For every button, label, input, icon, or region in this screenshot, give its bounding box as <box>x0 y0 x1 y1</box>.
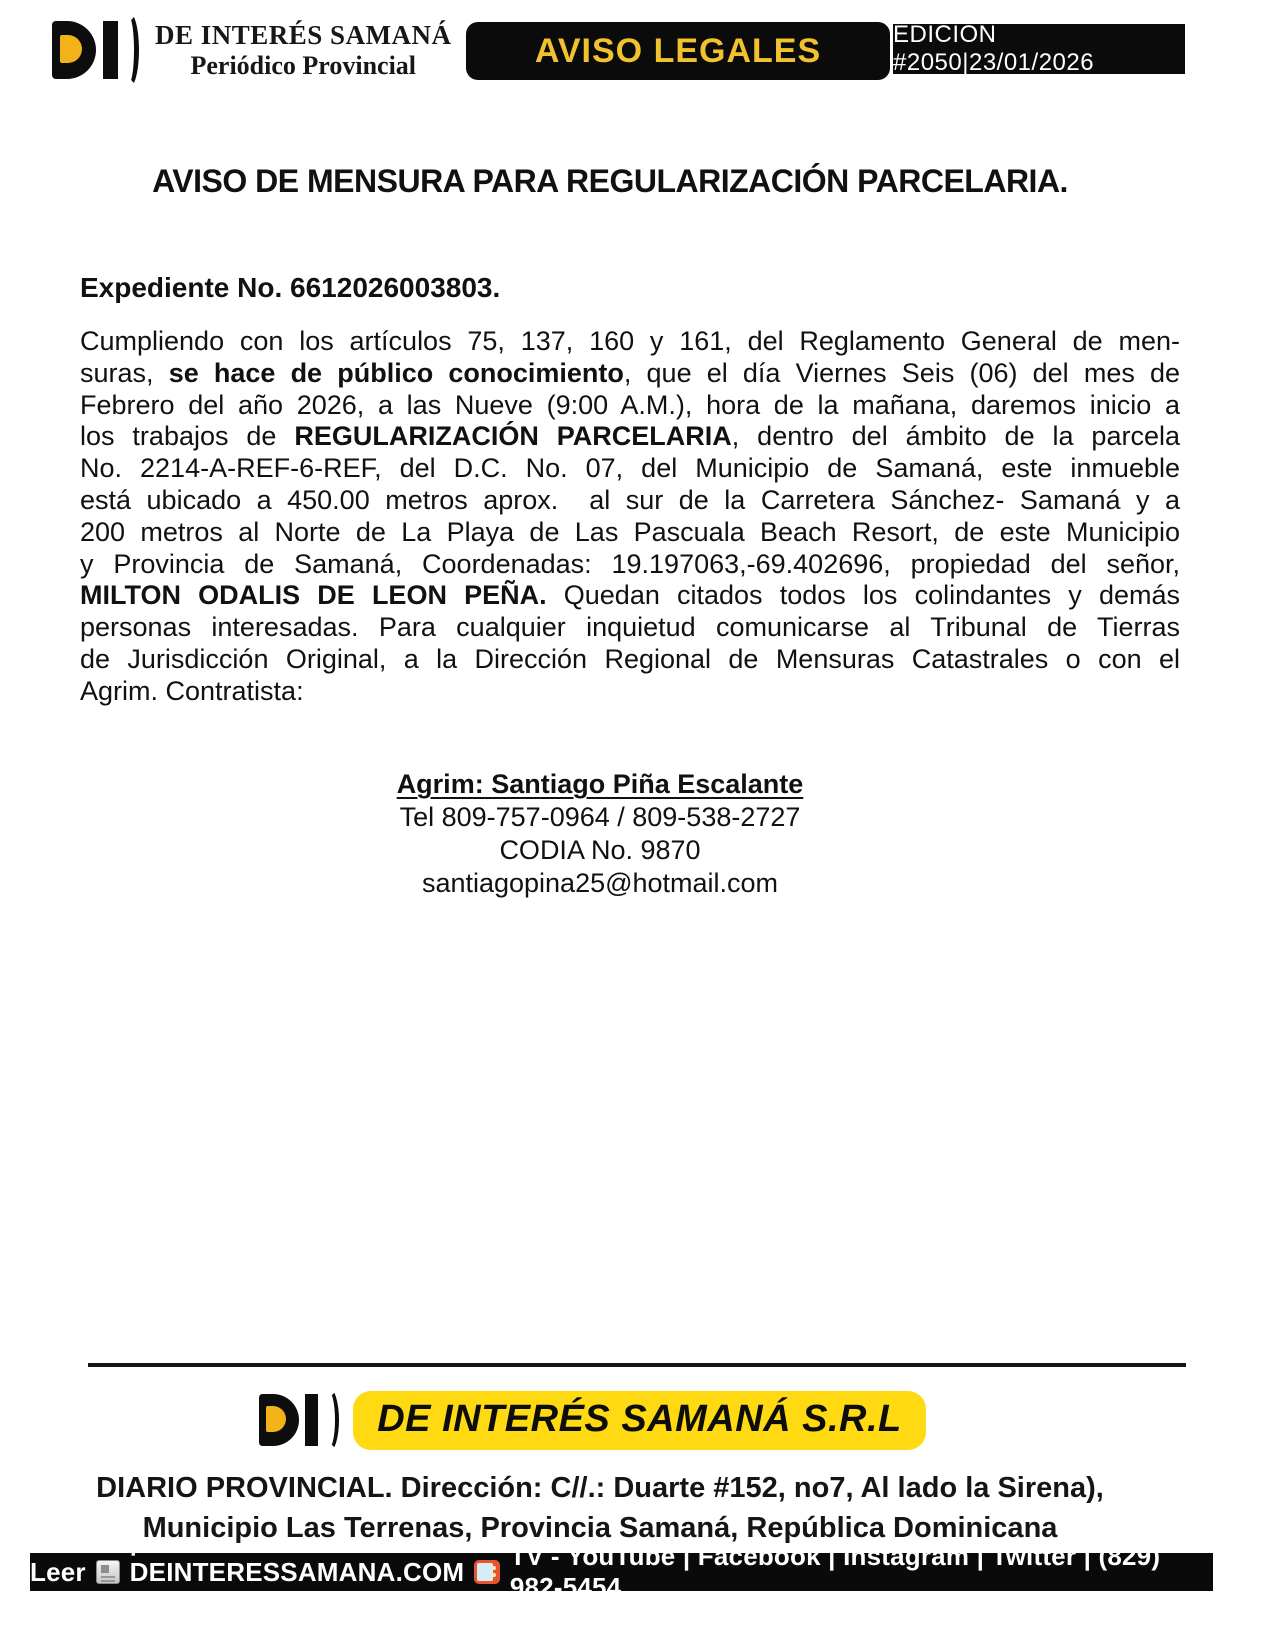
body-text-segment: Quedan citados todos los colindantes y demás <box>546 580 1180 611</box>
body-text-segment: , que el día Viernes Seis (06) del mes de <box>623 357 1181 388</box>
notice-body-line <box>80 485 1180 517</box>
masthead-brand <box>52 12 452 88</box>
logo-letter-i <box>305 1394 318 1446</box>
logo-letter-d <box>52 21 96 79</box>
body-bold-segment: se hace de público conocimiento <box>168 357 624 388</box>
website-segment: | DEINTERESSAMANA.COM | <box>129 1525 465 1618</box>
newspaper-tagline: Periódico Provincial <box>190 51 417 81</box>
newspaper-icon <box>96 1560 120 1584</box>
logo-paren-arc <box>319 1388 339 1452</box>
section-badge-label: AVISO LEGALES <box>534 31 822 70</box>
body-text-segment: , dentro del ámbito de la parcela <box>731 421 1180 452</box>
address-line-2: Municipio Las Terrenas, Provincia Samaná, República Dominicana <box>142 1512 1058 1544</box>
surveyor-email: santiagopina25@hotmail.com <box>421 868 779 898</box>
notice-body <box>80 326 1180 708</box>
notice-body-line <box>80 517 1180 549</box>
surveyor-codia: CODIA No. 9870 <box>499 835 701 865</box>
notice-body-line <box>80 580 1180 612</box>
read-label: Leer <box>30 1556 86 1587</box>
body-text-segment: 200 metros al Norte de La Playa de Las Pascuala Beach Resort, de este Municipio <box>80 516 1180 547</box>
body-text-segment: Agrim. Contratista: <box>80 675 304 706</box>
di-logo-footer <box>259 1388 339 1452</box>
footer-divider <box>88 1363 1186 1367</box>
body-text-segment: suras, <box>80 357 169 388</box>
logo-paren-arc <box>119 12 139 88</box>
notice-body-line <box>80 612 1180 644</box>
tv-icon <box>474 1560 500 1584</box>
footer-brand <box>0 1388 1185 1452</box>
notice-body-line <box>80 326 1180 358</box>
body-text-segment: personas interesadas. Para cualquier inquietud comunicarse al Tribunal de Tierras <box>80 612 1180 643</box>
body-text-segment: Cumpliendo con los artículos 75, 137, 160 y 161, del Reglamento General de men- <box>80 326 1180 356</box>
body-text-segment: y Provincia de Samaná, Coordenadas: 19.197063,-69.402696, propiedad del señor, <box>80 548 1180 579</box>
address-line-1: DIARIO PROVINCIAL. Dirección: C//.: Duarte #152, no7, Al lado la Sirena), <box>96 1472 1104 1504</box>
body-text-segment: No. 2214-A-REF-6-REF, del D.C. No. 07, del Municipio de Samaná, este inmueble <box>80 453 1180 484</box>
expediente-number: Expediente No. 6612026003803. <box>80 272 501 303</box>
body-text-segment: está ubicado a 450.00 metros aprox. al sur de la Carretera Sánchez- Samaná y a <box>80 484 1180 515</box>
body-text-segment: Febrero del año 2026, a las Nueve (9:00 A.M.), hora de la mañana, daremos inicio a <box>80 389 1180 420</box>
edition-badge-label: EDICION #2050|23/01/2026 <box>893 21 1095 76</box>
logo-letter-i <box>103 21 118 79</box>
body-text-segment: de Jurisdicción Original, a la Dirección Regional de Mensuras Catastrales o con el <box>80 643 1180 674</box>
newspaper-name: DE INTERÉS SAMANÁ <box>155 19 452 50</box>
notice-body-line <box>80 390 1180 422</box>
notice-body-line <box>80 358 1180 390</box>
notice-body-line <box>80 549 1180 581</box>
notice-body-line <box>80 453 1180 485</box>
notice-body-line <box>80 676 1180 708</box>
section-badge <box>466 22 890 80</box>
notice-title: AVISO DE MENSURA PARA REGULARIZACIÓN PARCELARIA. <box>152 163 1068 199</box>
surveyor-phones: Tel 809-757-0964 / 809-538-2727 <box>399 802 801 832</box>
notice-body-line <box>80 421 1180 453</box>
edition-badge <box>893 21 1185 76</box>
masthead-text <box>155 21 452 80</box>
social-links-segment: TV - YouTube | Facebook | Instagram | Twitter | (829) 982-5454 <box>509 1541 1161 1602</box>
company-name-highlight: DE INTERÉS SAMANÁ S.R.L <box>353 1391 926 1450</box>
body-text-segment: los trabajos de <box>80 421 295 452</box>
contact-block <box>80 768 1120 900</box>
surveyor-name: Agrim: Santiago Piña Escalante <box>396 769 804 799</box>
notice-body-line <box>80 644 1180 676</box>
logo-letter-d <box>259 1394 299 1446</box>
body-bold-segment: REGULARIZACIÓN PARCELARIA <box>294 421 732 452</box>
body-bold-segment: MILTON ODALIS DE LEON PEÑA. <box>80 580 547 611</box>
di-logo <box>52 12 139 88</box>
